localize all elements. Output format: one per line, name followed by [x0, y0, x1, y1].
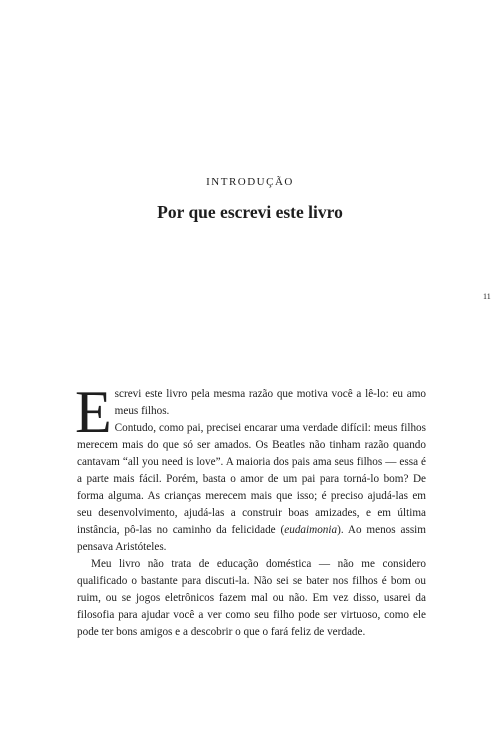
page-number: 11	[483, 292, 491, 301]
chapter-title: Por que escrevi este livro	[157, 202, 343, 222]
paragraph-2	[77, 420, 426, 556]
paragraph-3: Meu livro não trata de educação doméstica — não me considero qualificado o bastante para discuti-la. Não sei se bater nos filhos é bom ou ruim, ou se jogos eletrônicos fazem mal ou não. Em vez disso, usarei da filosofia para ajudar você a ver como seu filho pode ser virtuoso, como ele pode ter bons amigos e a descobrir o que o fará feliz de verdade.	[77, 558, 426, 638]
paragraph-1-text: screvi este livro pela mesma razão que motiva você a lê-lo: eu amo meus filhos.	[114, 388, 426, 417]
paragraph-1	[75, 379, 426, 445]
drop-cap: E	[75, 379, 112, 445]
paragraph-2-text-after: ). Ao menos assim pensava Aristóteles.	[77, 524, 426, 553]
paragraph-2-italic-term: eudaimonia	[284, 524, 338, 536]
body-text	[75, 379, 426, 641]
paragraph-2-text-before: Contudo, como pai, precisei encarar uma verdade difícil: meus filhos merecem mais do que só ser amados. Os Beatles não tinham razão quando cantavam “all you need is love”. A maioria dos pais ama seus filhos — essa é a parte mais fácil. Porém, basta o amor de um pai para torná-lo bom? De forma alguma. As crianças merecem mais que isso; é preciso ajudá-las em seu desenvolvimento, ajudá-las a construir boas amizades, e em última instância, pô-las no caminho da felicidade (	[77, 422, 426, 536]
section-label: INTRODUÇÃO	[206, 176, 294, 188]
